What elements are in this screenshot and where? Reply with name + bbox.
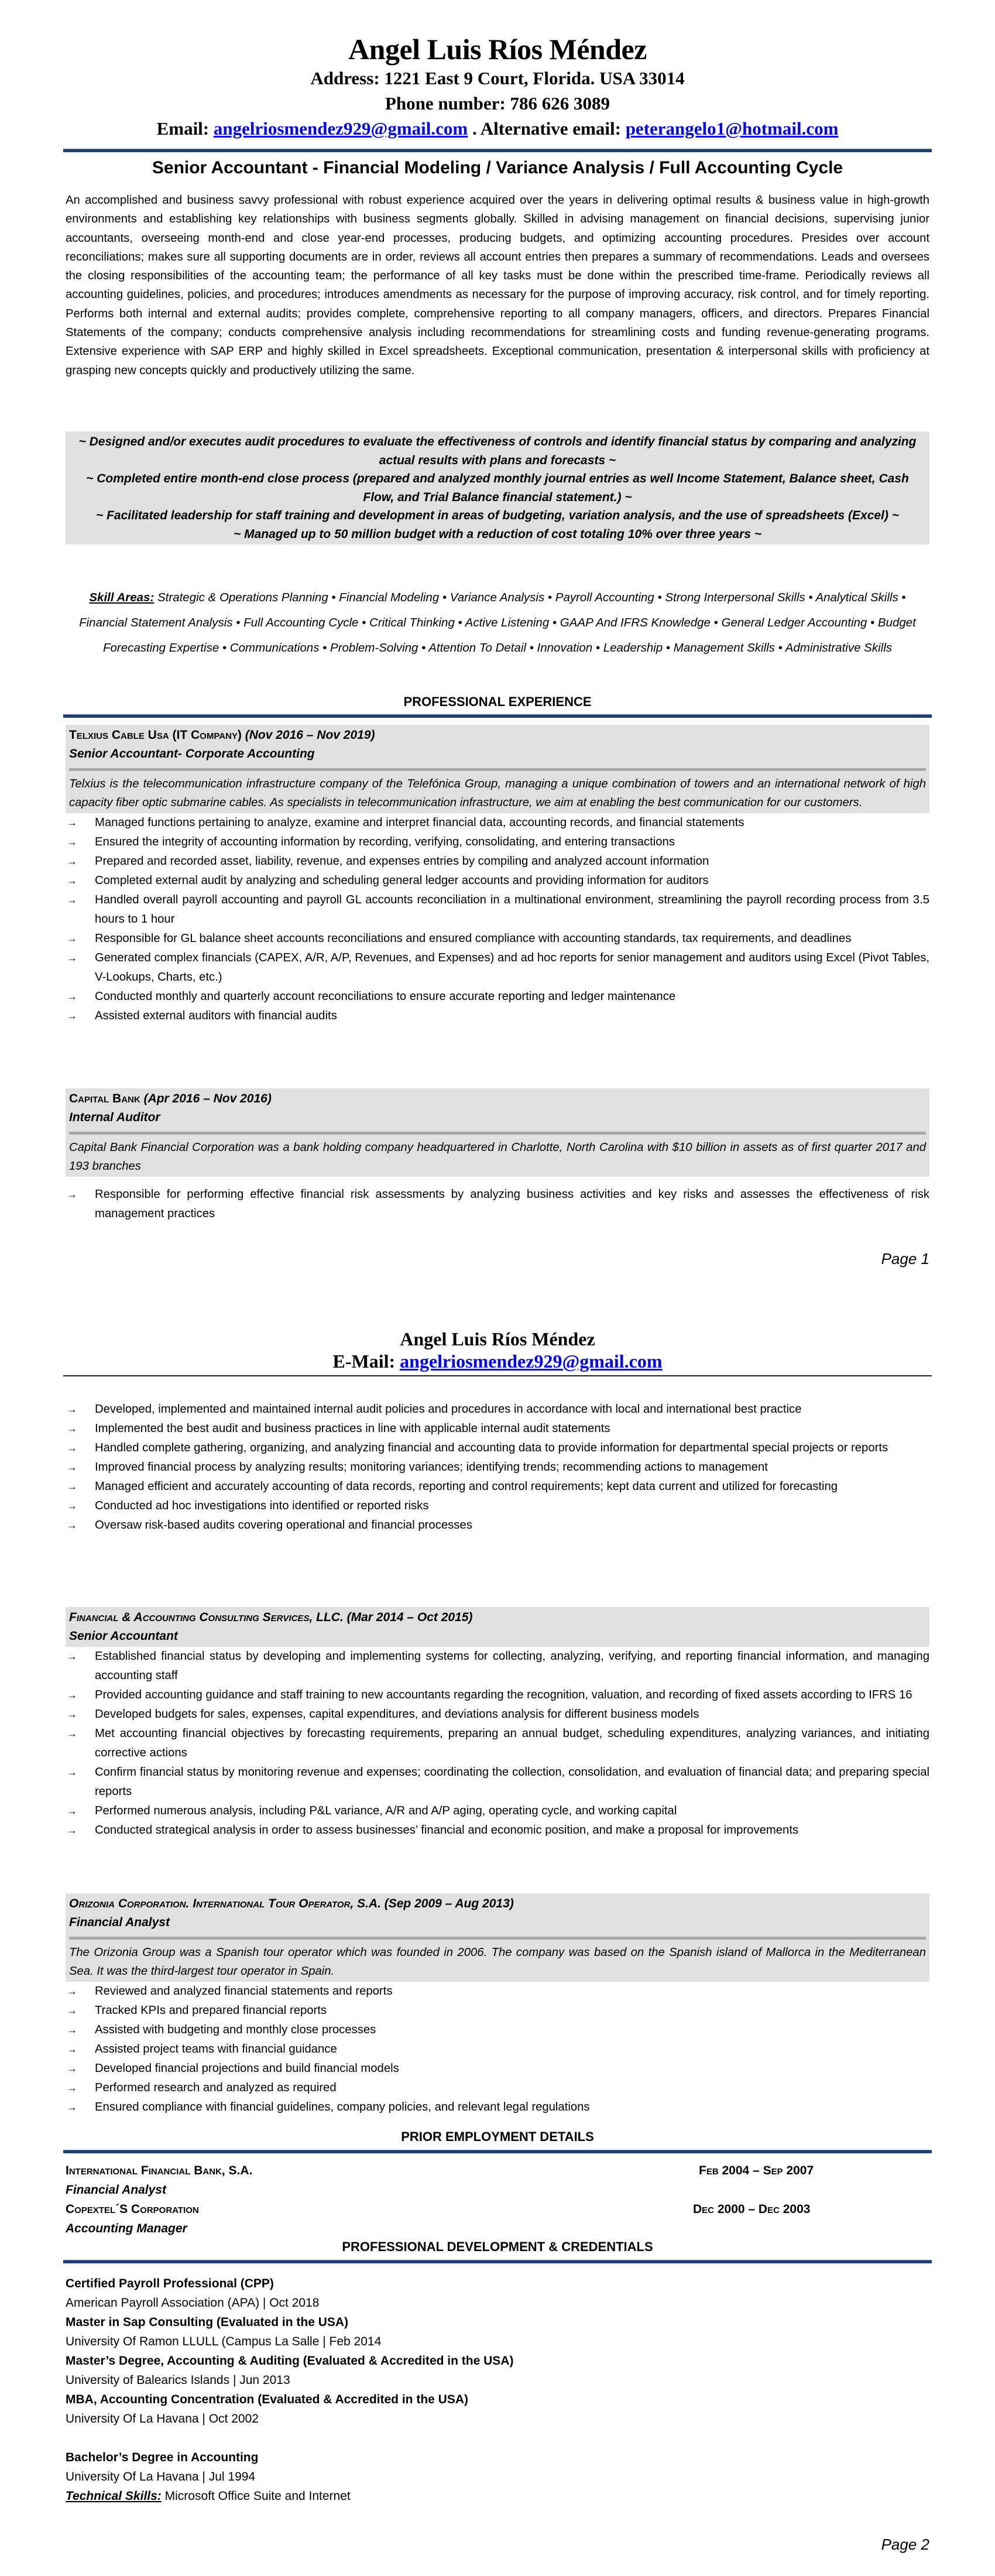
bullet-item: → Responsible for performing effective financial risk assessments by analyzing business activities and key risks and assesses the effectiveness of risk management practices: [66, 1185, 929, 1224]
prior-company: Copextel´S Corporation: [66, 2202, 199, 2216]
company-name-line: [69, 1895, 926, 1913]
section-title-prior-employment: PRIOR EMPLOYMENT DETAILS: [401, 2129, 594, 2144]
email-line: [66, 118, 929, 139]
arrow-icon: →: [67, 1728, 77, 1739]
arrow-icon: →: [67, 836, 77, 848]
bullet-item: → Assisted external auditors with financial audits: [66, 1006, 929, 1026]
company-name: Capital Bank: [69, 1092, 140, 1105]
email-link[interactable]: angelriosmendez929@gmail.com: [213, 118, 468, 139]
prior-employment-divider: [63, 2150, 932, 2153]
bullet-item: → Prepared and recorded asset, liability, revenue, and expenses entries by compiling and analyzed account information: [66, 852, 929, 871]
company-name: Telxius Cable Usa (IT Company): [69, 728, 242, 742]
bullet-item: → Developed financial projections and build financial models: [66, 2059, 929, 2078]
prior-role: Financial Analyst: [66, 2183, 166, 2197]
skill-areas: [66, 585, 929, 660]
bullet-item: → Implemented the best audit and business practices in line with applicable internal audit statements: [66, 1419, 929, 1438]
job-title: Senior Accountant- Corporate Accounting: [69, 747, 315, 761]
arrow-icon: →: [67, 1442, 77, 1454]
credential-detail: University Of La Havana | Jul 1994: [66, 2470, 256, 2483]
bullet-item: → Responsible for GL balance sheet accounts reconciliations and ensured compliance with accounting standards, tax requirements, and deadlines: [66, 929, 929, 948]
job-bullets: [66, 813, 929, 1026]
resume-header: [66, 32, 929, 139]
job-bullets: [66, 1982, 929, 2117]
arrow-icon: →: [67, 2101, 77, 2113]
arrow-icon: →: [67, 1403, 77, 1415]
arrow-icon: →: [67, 1519, 77, 1531]
highlights-box: [66, 431, 929, 544]
company-box-divider: [69, 1132, 926, 1135]
bullet-item: → Handled overall payroll accounting and payroll GL accounts reconciliation in a multinational environment, streamlining the payroll recording process from 3.5 hours to 1 hour: [66, 890, 929, 929]
arrow-icon: →: [67, 1824, 77, 1836]
company-description: Telxius is the telecommunication infrastructure company of the Telefónica Group, managing a unique combination of towers and an international network of high capacity fiber optic submarine cables. As specialists in telecommunication infrastructure, we aim at enabling the best communication for our customers.: [69, 777, 926, 809]
email-link[interactable]: angelriosmendez929@gmail.com: [400, 1351, 663, 1372]
bullet-item: → Generated complex financials (CAPEX, A/R, A/P, Revenues, and Expenses) and ad hoc reports for senior management and auditors using Excel (Pivot Tables, V-Lookups, Charts, etc.): [66, 948, 929, 987]
credential-title: Master’s Degree, Accounting & Auditing (Evaluated & Accredited in the USA): [66, 2354, 514, 2368]
arrow-icon: →: [67, 855, 77, 867]
arrow-icon: →: [67, 817, 77, 828]
experience-divider: [63, 714, 932, 718]
company-name: Orizonia Corporation. International Tour Operator, S.A.: [69, 1897, 381, 1910]
bullet-item: → Confirm financial status by monitoring revenue and expenses; coordinating the collection, consolidation, and evaluation of financial data; and preparing special reports: [66, 1763, 929, 1801]
company-description: The Orizonia Group was a Spanish tour operator which was founded in 2006. The company was based on the Spanish island of Mallorca in the Mediterranean Sea. It was the third-largest tour operator in Spain.: [69, 1946, 926, 1978]
bullet-item: → Met accounting financial objectives by forecasting requirements, preparing an annual budget, scheduling expenditures, analyzing variances, and initiating corrective actions: [66, 1724, 929, 1763]
skill-areas-label: Skill Areas:: [89, 591, 155, 604]
technical-skills-value: Microsoft Office Suite and Internet: [164, 2489, 351, 2503]
bullet-item: → Conducted monthly and quarterly account reconciliations to ensure accurate reporting and ledger maintenance: [66, 987, 929, 1006]
email-line: [66, 1350, 929, 1372]
highlight-item: ~ Completed entire month-end close process (prepared and analyzed monthly journal entries as well Income Statement, Balance sheet, Cash Flow, and Trial Balance financial statement.) ~: [86, 472, 909, 504]
highlight-item: ~ Facilitated leadership for staff training and development in areas of budgeting, variation analysis, and the use of spreadsheets (Excel) ~: [96, 509, 899, 522]
job-bullets: [66, 1400, 929, 1535]
company-description: Capital Bank Financial Corporation was a bank holding company headquartered in Charlotte, North Carolina with $10 billion in assets as of first quarter 2017 and 193 branches: [69, 1141, 926, 1173]
arrow-icon: →: [67, 1650, 77, 1662]
bullet-item: → Conducted strategical analysis in order to assess businesses’ financial and economic position, and make a proposal for improvements: [66, 1821, 929, 1840]
bullet-item: → Ensured compliance with financial guidelines, company policies, and relevant legal regulations: [66, 2098, 929, 2117]
credential-detail: University Of Ramon LLULL (Campus La Salle | Feb 2014: [66, 2335, 382, 2348]
capital-bank-bullets-continued: [66, 1400, 929, 1535]
job-financial-accounting-consulting: [66, 1607, 929, 1840]
bullet-item: → Oversaw risk-based audits covering operational and financial processes: [66, 1516, 929, 1535]
company-header-box: [66, 1607, 929, 1647]
credential-detail: University Of La Havana | Oct 2002: [66, 2412, 259, 2426]
job-telxius: [66, 725, 929, 1026]
bullet-item: → Managed efficient and accurately accounting of data records, reporting and control requirements; kept data current and utilized for forecasting: [66, 1477, 929, 1496]
arrow-icon: →: [67, 991, 77, 1002]
arrow-icon: →: [67, 1010, 77, 1022]
bullet-item: → Developed budgets for sales, expenses, capital expenditures, and deviations analysis for different business models: [66, 1705, 929, 1724]
bullet-item: → Ensured the integrity of accounting information by recording, verifying, consolidating, and entering transactions: [66, 833, 929, 852]
highlight-item: ~ Designed and/or executes audit procedures to evaluate the effectiveness of controls and identify financial status by comparing and analyzing actual results with plans and forecasts ~: [78, 435, 917, 467]
arrow-icon: →: [67, 2005, 77, 2016]
company-header-box: [66, 725, 929, 813]
technical-skills-label: Technical Skills:: [66, 2489, 162, 2503]
company-box-divider: [69, 1937, 926, 1940]
job-title: Senior Accountant: [69, 1629, 178, 1643]
company-box-divider: [69, 768, 926, 771]
alt-email-label: . Alternative email:: [472, 118, 621, 139]
bullet-item: → Performed numerous analysis, including P&L variance, A/R and A/P aging, operating cycle, and working capital: [66, 1801, 929, 1821]
section-title-credentials: PROFESSIONAL DEVELOPMENT & CREDENTIALS: [342, 2239, 653, 2254]
page-number: Page 2: [881, 2536, 929, 2553]
bullet-item: → Improved financial process by analyzing results; monitoring variances; identifying trends; recommending actions to management: [66, 1458, 929, 1477]
arrow-icon: →: [67, 933, 77, 944]
prior-dates: Feb 2004 – Sep 2007: [699, 2164, 814, 2177]
candidate-name: Angel Luis Ríos Méndez: [348, 33, 647, 66]
job-title: Internal Auditor: [69, 1111, 160, 1124]
bullet-item: → Tracked KPIs and prepared financial reports: [66, 2001, 929, 2020]
alt-email-link[interactable]: peterangelo1@hotmail.com: [625, 118, 839, 139]
bullet-item: → Assisted with budgeting and monthly close processes: [66, 2020, 929, 2040]
employment-dates: (Mar 2014 – Oct 2015): [346, 1611, 473, 1624]
arrow-icon: →: [67, 1188, 77, 1200]
bullet-item: → Developed, implemented and maintained internal audit policies and procedures in accordance with local and international best practice: [66, 1400, 929, 1419]
arrow-icon: →: [67, 894, 77, 906]
credentials-list: [66, 2274, 929, 2506]
arrow-icon: →: [67, 1708, 77, 1720]
bullet-item: → Established financial status by developing and implementing systems for collecting, analyzing, verifying, and reporting financial information, and managing accounting staff: [66, 1647, 929, 1686]
page2-header-divider: [63, 1375, 932, 1376]
company-header-box: [66, 1088, 929, 1177]
arrow-icon: →: [67, 2024, 77, 2036]
spacer: [66, 2428, 929, 2448]
address-label: Address:: [310, 68, 380, 88]
email-label: E-Mail:: [332, 1351, 396, 1372]
phone-line: [66, 93, 929, 114]
credential-detail: American Payroll Association (APA) | Oct 2018: [66, 2296, 320, 2310]
employment-dates: (Apr 2016 – Nov 2016): [143, 1092, 272, 1105]
arrow-icon: →: [67, 1423, 77, 1434]
technical-skills: [66, 2486, 929, 2506]
prior-dates: Dec 2000 – Dec 2003: [693, 2202, 811, 2216]
credential-title: MBA, Accounting Concentration (Evaluated & Accredited in the USA): [66, 2393, 468, 2406]
bullet-item: → Handled complete gathering, organizing, and analyzing financial and accounting data to provide information for departmental special projects or reports: [66, 1438, 929, 1458]
email-label: Email:: [156, 118, 210, 139]
professional-headline: Senior Accountant - Financial Modeling / Variance Analysis / Full Accounting Cycle: [152, 158, 843, 177]
summary-paragraph: An accomplished and business savvy professional with robust experience acquired over the years in delivering optimal results & business value in high-growth environments and establishing key relationships with business segments globally. Skilled in advising management on financial decisions, supervising junior accountants, overseeing month-end and close year-end processes, producing budgets, and optimizing accounting procedures. Presides over account reconciliations; makes sure all supporting documents are in order, reviews all account entries then prepares a summary of recommendations. Leads and oversees the closing responsibilities of the accounting team; the performance of all key tasks must be done within the prescribed time-frame. Periodically reviews all accounting guidelines, policies, and procedures; introduces amendments as necessary for the purpose of improving accuracy, risk control, and for timely reporting. Performs both internal and external audits; provides complete, comprehensive reporting to all company managers, officers, and directors. Prepares Financial Statements of the company; conducts comprehensive analysis including recommendations for streamlining costs and funding revenue-generating programs. Extensive experience with SAP ERP and highly skilled in Excel spreadsheets. Exceptional communication, presentation & interpersonal skills with proficiency at grasping new concepts quickly and productively utilizing the same.: [66, 194, 929, 377]
bullet-item: → Reviewed and analyzed financial statements and reports: [66, 1982, 929, 2001]
bullet-item: → Provided accounting guidance and staff training to new accountants regarding the recognition, valuation, and recording of fixed assets according to IFRS 16: [66, 1686, 929, 1705]
prior-employment-list: [66, 2161, 929, 2238]
arrow-icon: →: [67, 1985, 77, 1997]
page2-header: [66, 1328, 929, 1372]
company-header-box: [66, 1893, 929, 1982]
arrow-icon: →: [67, 2043, 77, 2055]
credential-title: Bachelor’s Degree in Accounting: [66, 2451, 259, 2464]
credential-title: Master in Sap Consulting (Evaluated in the USA): [66, 2315, 349, 2329]
bullet-item: → Completed external audit by analyzing and scheduling general ledger accounts and providing information for auditors: [66, 871, 929, 890]
credential-title: Certified Payroll Professional (CPP): [66, 2277, 274, 2290]
address-value: 1221 East 9 Court, Florida. USA 33014: [384, 68, 685, 88]
arrow-icon: →: [67, 1500, 77, 1512]
arrow-icon: →: [67, 875, 77, 886]
job-capital-bank: [66, 1088, 929, 1224]
job-title: Financial Analyst: [69, 1916, 170, 1929]
page-number: Page 1: [881, 1250, 929, 1268]
job-bullets: [66, 1185, 929, 1224]
company-name-line: [69, 1608, 926, 1627]
credential-detail: University of Balearics Islands | Jun 2013: [66, 2373, 290, 2387]
arrow-icon: →: [67, 1766, 77, 1778]
prior-company: International Financial Bank, S.A.: [66, 2164, 253, 2177]
prior-role: Accounting Manager: [66, 2222, 187, 2235]
prior-job: [66, 2161, 929, 2180]
bullet-item: → Managed functions pertaining to analyze, examine and interpret financial data, accounting records, and financial statements: [66, 813, 929, 833]
bullet-item: → Performed research and analyzed as required: [66, 2078, 929, 2098]
job-orizonia: [66, 1893, 929, 2117]
phone-value: 786 626 3089: [510, 93, 610, 114]
bullet-item: → Conducted ad hoc investigations into identified or reported risks: [66, 1496, 929, 1516]
arrow-icon: →: [67, 1689, 77, 1701]
company-name: Financial & Accounting Consulting Services, LLC.: [69, 1611, 344, 1624]
arrow-icon: →: [67, 1481, 77, 1492]
arrow-icon: →: [67, 2082, 77, 2094]
employment-dates: (Sep 2009 – Aug 2013): [384, 1897, 514, 1910]
header-divider: [63, 149, 932, 152]
prior-job: [66, 2200, 929, 2219]
arrow-icon: →: [67, 952, 77, 964]
arrow-icon: →: [67, 2063, 77, 2074]
company-name-line: [69, 726, 926, 745]
employment-dates: (Nov 2016 – Nov 2019): [245, 728, 375, 742]
address-line: [66, 67, 929, 89]
company-name-line: [69, 1090, 926, 1108]
arrow-icon: →: [67, 1805, 77, 1817]
section-title-experience: PROFESSIONAL EXPERIENCE: [403, 694, 592, 709]
credentials-divider: [63, 2260, 932, 2263]
arrow-icon: →: [67, 1461, 77, 1473]
job-bullets: [66, 1647, 929, 1840]
candidate-name: Angel Luis Ríos Méndez: [400, 1328, 595, 1349]
bullet-item: → Assisted project teams with financial guidance: [66, 2040, 929, 2059]
skill-areas-list: Strategic & Operations Planning • Financial Modeling • Variance Analysis • Payroll Accounting • Strong Interpersonal Skills • Analytical Skills • Financial Statement Analysis • Full Accounting Cycle • Critical Thinking • Active Listening • GAAP And IFRS Knowledge • General Ledger Accounting • Budget Forecasting Expertise • Communications • Problem-Solving • Attention To Detail • Innovation • Leadership • Management Skills • Administrative Skills: [79, 591, 916, 655]
highlight-item: ~ Managed up to 50 million budget with a reduction of cost totaling 10% over three years ~: [234, 527, 761, 541]
phone-label: Phone number:: [385, 93, 506, 114]
